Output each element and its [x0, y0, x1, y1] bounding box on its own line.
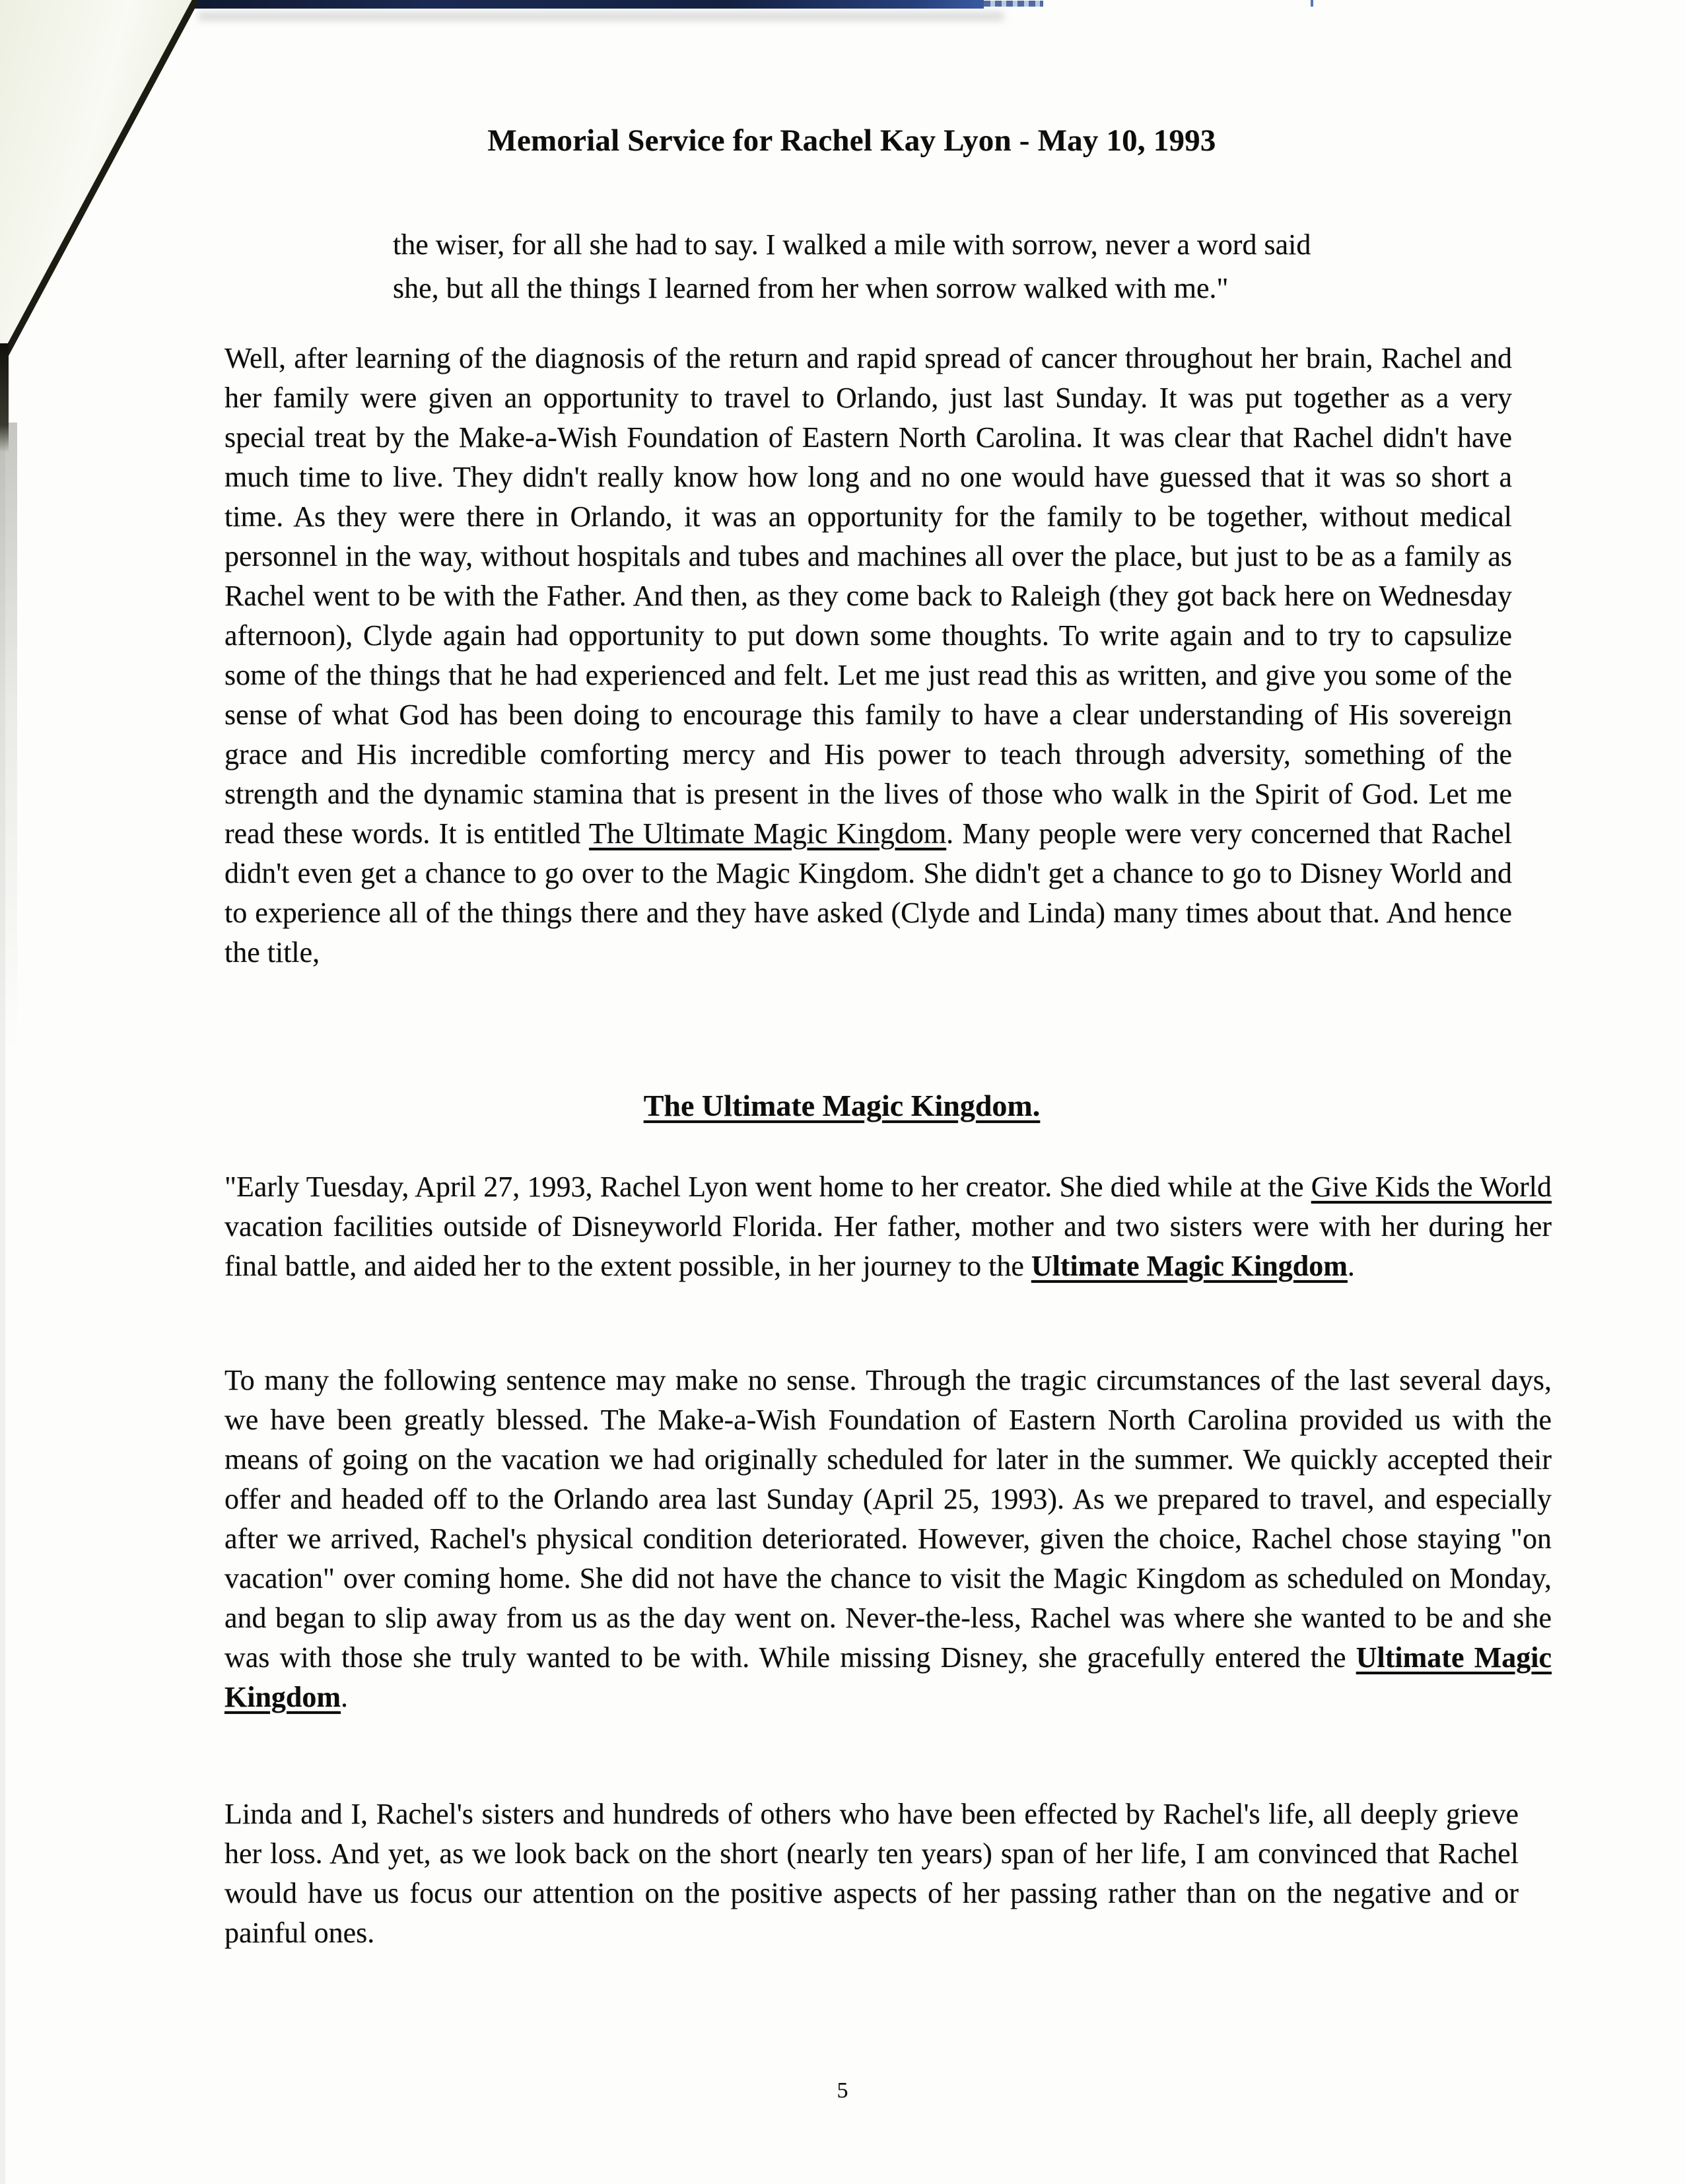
section-heading-ultimate-magic-kingdom	[218, 1088, 1466, 1123]
scan-top-edge-tick	[1311, 0, 1313, 7]
emphasized-text: Ultimate Magic Kingdom	[224, 1641, 1552, 1713]
body-text: .	[341, 1681, 349, 1713]
body-text: "Early Tuesday, April 27, 1993, Rachel Lyon went home to her creator. She died while at the	[224, 1171, 1311, 1203]
paragraph-orlando-trip	[224, 339, 1512, 973]
paragraph-early-tuesday	[224, 1167, 1552, 1286]
body-text: . Many people were very concerned that Rachel didn't even get a chance to go over to the Magic Kingdom. She didn't get a chance to go to Disney World and to experience all of the things there and they have asked (Clyde and Linda) many times about that. And hence the title,	[224, 817, 1512, 969]
body-text: .	[1347, 1250, 1355, 1282]
opening-quote-line-1: the wiser, for all she had to say. I walked a mile with sorrow, never a word said	[393, 228, 1311, 261]
emphasized-text: The Ultimate Magic Kingdom	[589, 817, 947, 850]
opening-quote-line-2: she, but all the things I learned from her when sorrow walked with me."	[393, 272, 1229, 304]
paragraph-to-many	[224, 1361, 1552, 1717]
scan-top-edge-bar-faint	[984, 1, 1043, 7]
emphasized-text: Give Kids the World	[1311, 1171, 1552, 1203]
body-text: vacation facilities outside of Disneyworld Florida. Her father, mother and two sisters were with her during her final battle, and aided her to the extent possible, in her journey to the	[224, 1210, 1552, 1282]
opening-quote	[393, 223, 1462, 310]
body-text: Linda and I, Rachel's sisters and hundreds of others who have been effected by Rachel's life, all deeply grieve her loss. And yet, as we look back on the short (nearly ten years) span of her life, I am convinced that Rachel would have us focus our attention on the positive aspects of her passing rather than on the negative and or painful ones.	[224, 1798, 1519, 1949]
emphasized-text: Ultimate Magic Kingdom	[1031, 1250, 1348, 1282]
scan-left-edge-strip	[0, 343, 9, 452]
paragraph-linda-and-i	[224, 1794, 1519, 1953]
body-text: Well, after learning of the diagnosis of the return and rapid spread of cancer throughout her brain, Rachel and her family were given an opportunity to travel to Orlando, just last Sunday. It was put together as a very special treat by the Make-a-Wish Foundation of Eastern North Carolina. It was clear that Rachel didn't have much time to live. They didn't really know how long and no one would have guessed that it was so short a time. As they were there in Orlando, it was an opportunity for the family to be together, without medical personnel in the way, without hospitals and tubes and machines all over the place, but just to be as a family as Rachel went to be with the Father. And then, as they come back to Raleigh (they got back here on Wednesday afternoon), Clyde again had opportunity to put down some thoughts. To write again and to try to capsulize some of the things that he had experienced and felt. Let me just read this as written, and give you some of the sense of what God has been doing to encourage this family to have a clear understanding of His sovereign grace and His incredible comforting mercy and His power to teach through adversity, something of the strength and the dynamic stamina that is present in the lives of those who walk in the Spirit of God. Let me read these words. It is entitled	[224, 342, 1512, 850]
emphasized-text: The Ultimate Magic Kingdom.	[643, 1089, 1041, 1122]
document-title: Memorial Service for Rachel Kay Lyon - May 10, 1993	[487, 123, 1216, 158]
page-number: 5	[837, 2078, 848, 2103]
scan-top-edge-bar	[132, 0, 984, 9]
scan-smudge	[198, 11, 1004, 21]
body-text: To many the following sentence may make no sense. Through the tragic circumstances of the last several days, we have been greatly blessed. The Make-a-Wish Foundation of Eastern North Carolina provided us with the means of going on the vacation we had originally scheduled for later in the summer. We quickly accepted their offer and headed off to the Orlando area last Sunday (April 25, 1993). As we prepared to travel, and especially after we arrived, Rachel's physical condition deteriorated. However, given the choice, Rachel chose staying "on vacation" over coming home. She did not have the chance to visit the Magic Kingdom as scheduled on Monday, and began to slip away from us as the day went on. Never-the-less, Rachel was where she wanted to be and she was with those she truly wanted to be with. While missing Disney, she gracefully entered the	[224, 1364, 1552, 1674]
scan-left-edge-shadow	[0, 423, 17, 1050]
